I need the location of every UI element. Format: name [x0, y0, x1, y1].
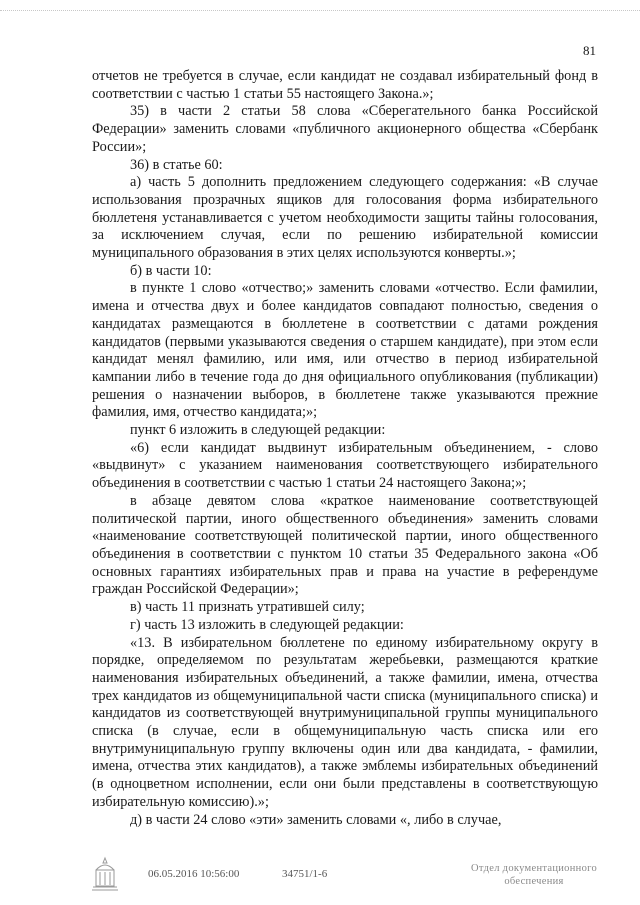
paragraph: в пункте 1 слово «отчество;» заменить словами «отчество. Если фамилии, имена и отчества двух и более кандидатов совпадают полностью, сведения о кандидатах размещаются в бюллетене в соответствии с датами рождения кандидатов (первыми указываются сведения о старшем кандидате), при этом если кандидат менял фамилию, или имя, или отчество в период избирательной кампании либо в течение года до дня официального опубликования (публикации) решения о назначении выборов, в бюллетене также указываются прежние фамилия, имя, отчество кандидата;»; [92, 280, 598, 421]
document-body [92, 68, 598, 829]
paragraph: 36) в статье 60: [130, 156, 223, 173]
building-stamp-icon [90, 856, 120, 892]
paragraph: «6) если кандидат выдвинут избирательным объединением, - слово «выдвинут» с указанием наименования соответствующего избирательного объединения в соответствии с частью 1 статьи 24 настоящего Закона;»; [92, 439, 598, 492]
paragraph: д) в части 24 слово «эти» заменить словами «, либо в случае, [130, 811, 502, 828]
department-line-2: обеспечения [504, 876, 564, 887]
paragraph: в абзаце девятом слова «краткое наименование соответствующей политической партии, иного общественного объединения» заменить словами «наименование соответствующей политической партии, иного общественного объединения в соответствии с пунктом 10 статьи 35 Федерального закона «Об основных гарантиях избирательных прав и права на участие в референдуме граждан Российской Федерации»; [92, 492, 598, 598]
scan-border [0, 10, 640, 12]
department-line-1: Отдел документационного [470, 863, 598, 874]
paragraph: отчетов не требуется в случае, если кандидат не создавал избирательный фонд в соответствии с частью 1 статьи 55 настоящего Закона.»; [92, 68, 598, 102]
paragraph: пункт 6 изложить в следующей редакции: [130, 422, 386, 439]
paragraph: «13. В избирательном бюллетене по единому избирательному округу в порядке, определяемом по результатам жеребьевки, размещаются краткие наименования избирательных объединений, а также фамилии, имена, отчества трех кандидатов из общемуниципальной части списка (муниципального списка) и кандидатов из соответствующей внутримуниципальной группы муниципального списка (в случае, если в общемуниципальную часть списка или его внутримуниципальную группу включены один или два кандидата, - фамилии, имена, отчества этих кандидатов), а также эмблемы избирательных объединений (в одноцветном исполнении, если они были представлены в соответствующую избирательную комиссию).»; [92, 634, 598, 810]
footer-doc-number: 34751/1-6 [282, 868, 328, 880]
footer-date: 06.05.2016 10:56:00 [148, 868, 240, 880]
paragraph: а) часть 5 дополнить предложением следующего содержания: «В случае использования прозрачных ящиков для голосования форма избирательного бюллетеня устанавливается с учетом необходимости защиты тайны голосования, за исключением случая, если по решению избирательной комиссии муниципального образования в этих целях используются конверты.»; [92, 174, 598, 262]
paragraph: г) часть 13 изложить в следующей редакции: [130, 616, 404, 633]
paragraph: 35) в части 2 статьи 58 слова «Сберегательного банка Российской Федерации» заменить словами «публичного акционерного общества «Сбербанк России»; [92, 103, 598, 155]
paragraph: в) часть 11 признать утратившей силу; [130, 599, 365, 616]
footer [0, 863, 640, 896]
paragraph: б) в части 10: [130, 262, 212, 279]
department-stamp [464, 862, 604, 888]
page-number: 81 [583, 43, 596, 58]
